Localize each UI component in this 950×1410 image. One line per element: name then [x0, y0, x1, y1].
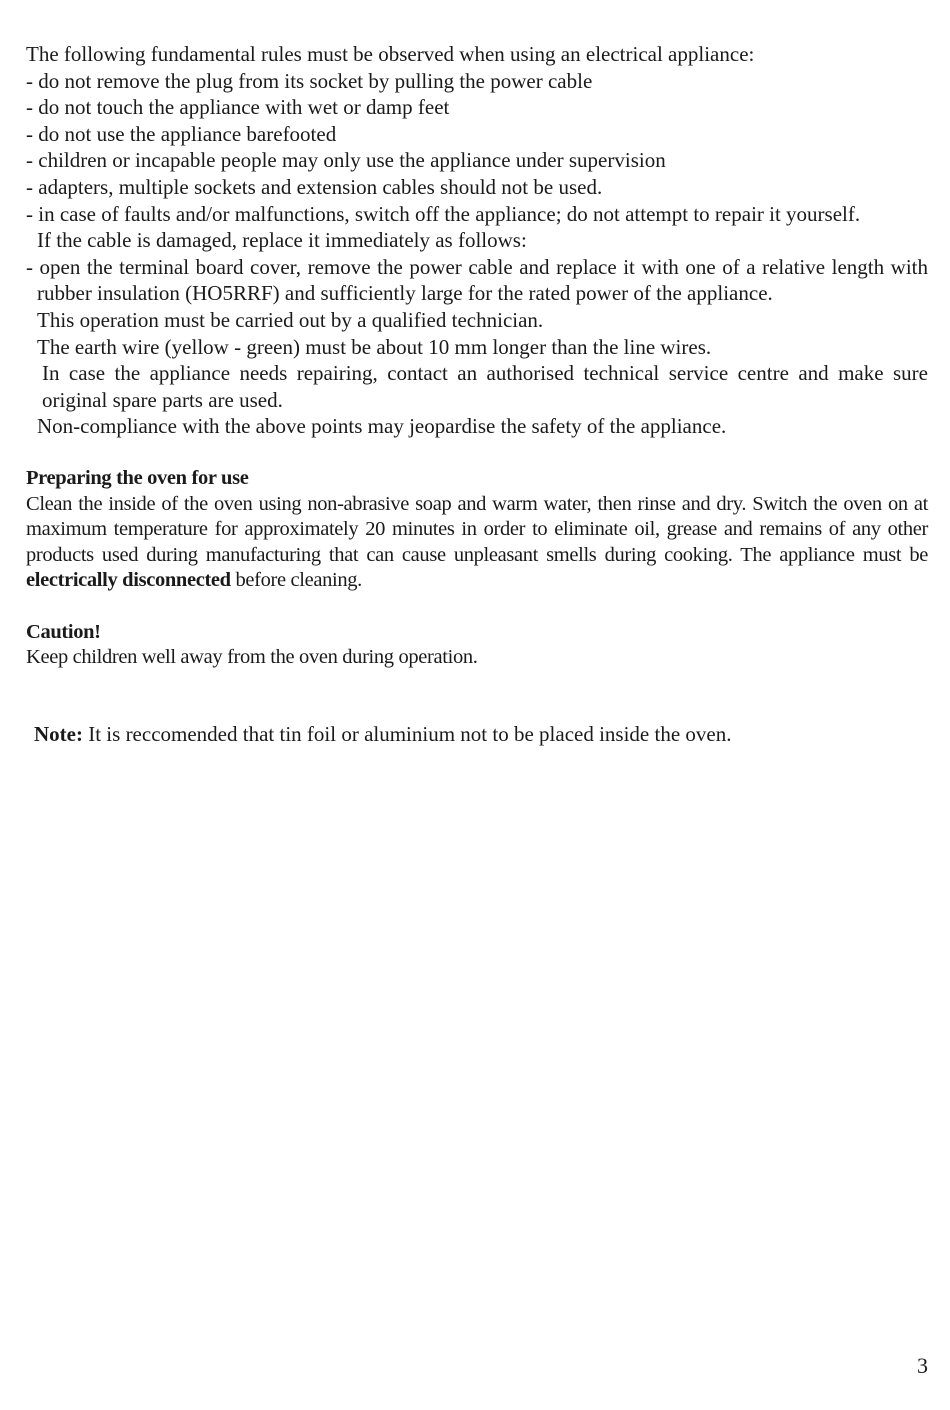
cable-steps-list: [26, 254, 928, 307]
technician-note: This operation must be carried out by a qualified technician.: [37, 307, 544, 332]
safety-rule: - do not remove the plug from its socket by pulling the power cable: [26, 68, 593, 93]
preparing-heading: Preparing the oven for use: [26, 466, 249, 489]
note-text: It is reccomended that tin foil or aluminium not to be placed inside the oven.: [82, 722, 732, 747]
cable-intro: If the cable is damaged, replace it immediately as follows:: [37, 228, 527, 253]
note-label: Note:: [34, 722, 83, 747]
preparing-text: Clean the inside of the oven using non-abrasive soap and warm water, then rinse and dry. Switch the oven on at maximum temperature for approximately 20 minutes in order to eliminate oil, grease and remains of any other products used during manufacturing that can cause unpleasant smells during cooking. The appliance must be electrically disconnected before cleaning.: [26, 492, 928, 592]
caution-heading: Caution!: [26, 620, 101, 643]
emphasis: electrically disconnected: [26, 569, 231, 592]
caution-section: [26, 620, 928, 671]
noncompliance-note: Non-compliance with the above points may jeopardise the safety of the appliance.: [37, 414, 727, 439]
safety-rule: - children or incapable people may only use the appliance under supervision: [26, 148, 666, 173]
safety-rule: - do not touch the appliance with wet or damp feet: [26, 95, 450, 120]
cable-step: - open the terminal board cover, remove the power cable and replace it with one of a relative length with rubber insulation (HO5RRF) and sufficiently large for the rated power of the appliance.: [26, 254, 928, 306]
safety-rule: - do not use the appliance barefooted: [26, 121, 337, 146]
safety-intro: The following fundamental rules must be observed when using an electrical appliance:: [26, 42, 755, 66]
safety-rule: - adapters, multiple sockets and extension cables should not be used.: [26, 174, 603, 199]
note-paragraph: [26, 721, 928, 747]
safety-rules-list: [26, 68, 928, 228]
safety-rule: - in case of faults and/or malfunctions, switch off the appliance; do not attempt to repair it yourself.: [26, 201, 861, 226]
earth-wire-note: The earth wire (yellow - green) must be about 10 mm longer than the line wires.: [37, 334, 712, 359]
preparing-section: [26, 466, 928, 594]
page-number: 3: [917, 1353, 928, 1378]
caution-text: Keep children well away from the oven during operation.: [26, 646, 478, 669]
repair-note: In case the appliance needs repairing, contact an authorised technical service centre and make sure original spare parts are used.: [42, 361, 928, 412]
